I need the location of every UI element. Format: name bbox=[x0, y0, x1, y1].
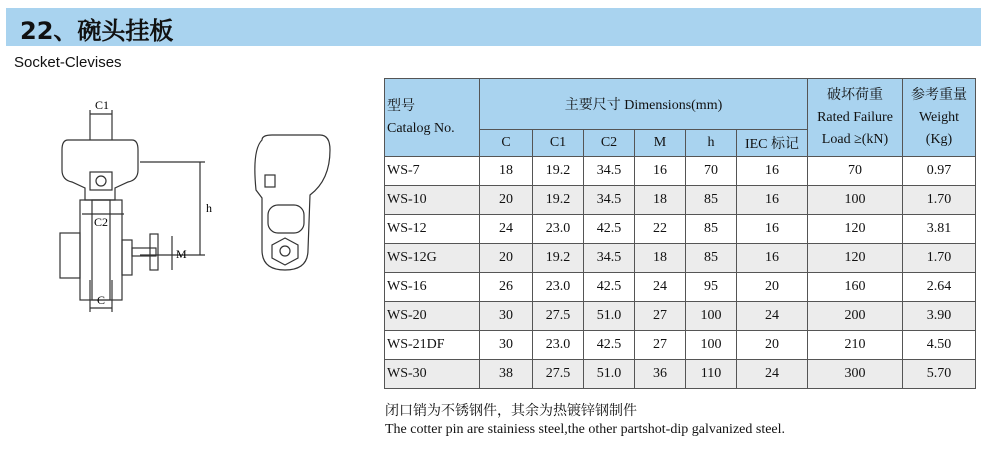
page-title: 22、碗头挂板 bbox=[20, 17, 174, 45]
table-cell: 20 bbox=[480, 186, 533, 215]
table-cell: 16 bbox=[635, 157, 686, 186]
dim-label-h: h bbox=[206, 201, 212, 215]
table-cell: 27 bbox=[635, 302, 686, 331]
note-cn: 闭口销为不锈钢件，其余为热镀锌钢制件 bbox=[385, 404, 637, 419]
dim-label-c: C bbox=[97, 293, 106, 307]
table-cell: WS-30 bbox=[385, 360, 480, 389]
table-cell: 23.0 bbox=[533, 273, 584, 302]
table-cell: 30 bbox=[480, 331, 533, 360]
table-cell: 85 bbox=[686, 244, 737, 273]
table-cell: 4.50 bbox=[903, 331, 976, 360]
table-cell: 34.5 bbox=[584, 244, 635, 273]
table-cell: 34.5 bbox=[584, 186, 635, 215]
table-cell: 42.5 bbox=[584, 273, 635, 302]
table-cell: 160 bbox=[808, 273, 903, 302]
col-header: h bbox=[686, 130, 737, 157]
table-cell: 27.5 bbox=[533, 360, 584, 389]
table-row bbox=[385, 273, 976, 302]
specification-table bbox=[384, 78, 976, 389]
col-header: C2 bbox=[584, 130, 635, 157]
table-cell: 22 bbox=[635, 215, 686, 244]
table-cell: 36 bbox=[635, 360, 686, 389]
table-cell: 16 bbox=[737, 186, 808, 215]
table-cell: 16 bbox=[737, 157, 808, 186]
col-header: M bbox=[635, 130, 686, 157]
table-cell: 0.97 bbox=[903, 157, 976, 186]
table-row bbox=[385, 215, 976, 244]
dim-label-m: M bbox=[176, 247, 187, 261]
table-row bbox=[385, 157, 976, 186]
table-cell: 24 bbox=[737, 302, 808, 331]
col-header: C1 bbox=[533, 130, 584, 157]
dim-label-c1: C1 bbox=[95, 100, 110, 112]
table-cell: 34.5 bbox=[584, 157, 635, 186]
table-cell: 95 bbox=[686, 273, 737, 302]
table-cell: WS-12 bbox=[385, 215, 480, 244]
table-cell: 1.70 bbox=[903, 186, 976, 215]
table-cell: WS-7 bbox=[385, 157, 480, 186]
table-cell: 110 bbox=[686, 360, 737, 389]
table-row bbox=[385, 244, 976, 273]
table-cell: WS-20 bbox=[385, 302, 480, 331]
header-failure-load: 破坏荷重 Rated Failure Load ≥(kN) bbox=[808, 79, 903, 157]
col-header: C bbox=[480, 130, 533, 157]
table-cell: 51.0 bbox=[584, 360, 635, 389]
table-header-row bbox=[385, 79, 976, 130]
table-cell: WS-21DF bbox=[385, 331, 480, 360]
header-catalog: 型号 Catalog No. bbox=[385, 79, 480, 157]
col-header: IEC 标记 bbox=[737, 130, 808, 157]
table-cell: 120 bbox=[808, 215, 903, 244]
table-cell: 18 bbox=[480, 157, 533, 186]
table-cell: 30 bbox=[480, 302, 533, 331]
table-cell: 5.70 bbox=[903, 360, 976, 389]
table-cell: 38 bbox=[480, 360, 533, 389]
table-cell: WS-10 bbox=[385, 186, 480, 215]
table-cell: 18 bbox=[635, 244, 686, 273]
table-cell: 300 bbox=[808, 360, 903, 389]
table-cell: 19.2 bbox=[533, 186, 584, 215]
table-cell: 51.0 bbox=[584, 302, 635, 331]
table-cell: 27 bbox=[635, 331, 686, 360]
table-cell: 20 bbox=[737, 331, 808, 360]
table-cell: WS-12G bbox=[385, 244, 480, 273]
table-cell: 20 bbox=[480, 244, 533, 273]
table-row bbox=[385, 186, 976, 215]
table-cell: 19.2 bbox=[533, 157, 584, 186]
table-cell: 19.2 bbox=[533, 244, 584, 273]
table-cell: 210 bbox=[808, 331, 903, 360]
table-cell: 85 bbox=[686, 215, 737, 244]
table-cell: 100 bbox=[686, 331, 737, 360]
note-en: The cotter pin are stainiess steel,the other partshot-dip galvanized steel. bbox=[385, 422, 786, 437]
table-cell: 20 bbox=[737, 273, 808, 302]
table-cell: 3.81 bbox=[903, 215, 976, 244]
table-cell: 16 bbox=[737, 215, 808, 244]
table-cell: 24 bbox=[737, 360, 808, 389]
table-cell: 100 bbox=[686, 302, 737, 331]
table-cell: 2.64 bbox=[903, 273, 976, 302]
table-cell: 1.70 bbox=[903, 244, 976, 273]
table-cell: 24 bbox=[635, 273, 686, 302]
table-cell: 26 bbox=[480, 273, 533, 302]
socket-clevis-drawing bbox=[40, 100, 340, 320]
table-cell: 70 bbox=[686, 157, 737, 186]
header-dimensions: 主要尺寸 Dimensions(mm) bbox=[480, 79, 808, 130]
table-cell: 200 bbox=[808, 302, 903, 331]
table-cell: 3.90 bbox=[903, 302, 976, 331]
table-row bbox=[385, 360, 976, 389]
table-cell: 23.0 bbox=[533, 215, 584, 244]
table-body bbox=[385, 157, 976, 389]
table-cell: 70 bbox=[808, 157, 903, 186]
table-cell: 42.5 bbox=[584, 215, 635, 244]
table-cell: 23.0 bbox=[533, 331, 584, 360]
table-row bbox=[385, 331, 976, 360]
table-cell: 100 bbox=[808, 186, 903, 215]
table-cell: 42.5 bbox=[584, 331, 635, 360]
table-row bbox=[385, 302, 976, 331]
table-cell: 85 bbox=[686, 186, 737, 215]
table-cell: 24 bbox=[480, 215, 533, 244]
header-weight: 参考重量 Weight (Kg) bbox=[903, 79, 976, 157]
table-cell: 27.5 bbox=[533, 302, 584, 331]
table-cell: WS-16 bbox=[385, 273, 480, 302]
title-bar bbox=[6, 8, 981, 46]
dim-label-c2: C2 bbox=[94, 215, 109, 229]
page-subtitle: Socket-Clevises bbox=[14, 54, 122, 71]
table-cell: 16 bbox=[737, 244, 808, 273]
table-cell: 18 bbox=[635, 186, 686, 215]
table-cell: 120 bbox=[808, 244, 903, 273]
